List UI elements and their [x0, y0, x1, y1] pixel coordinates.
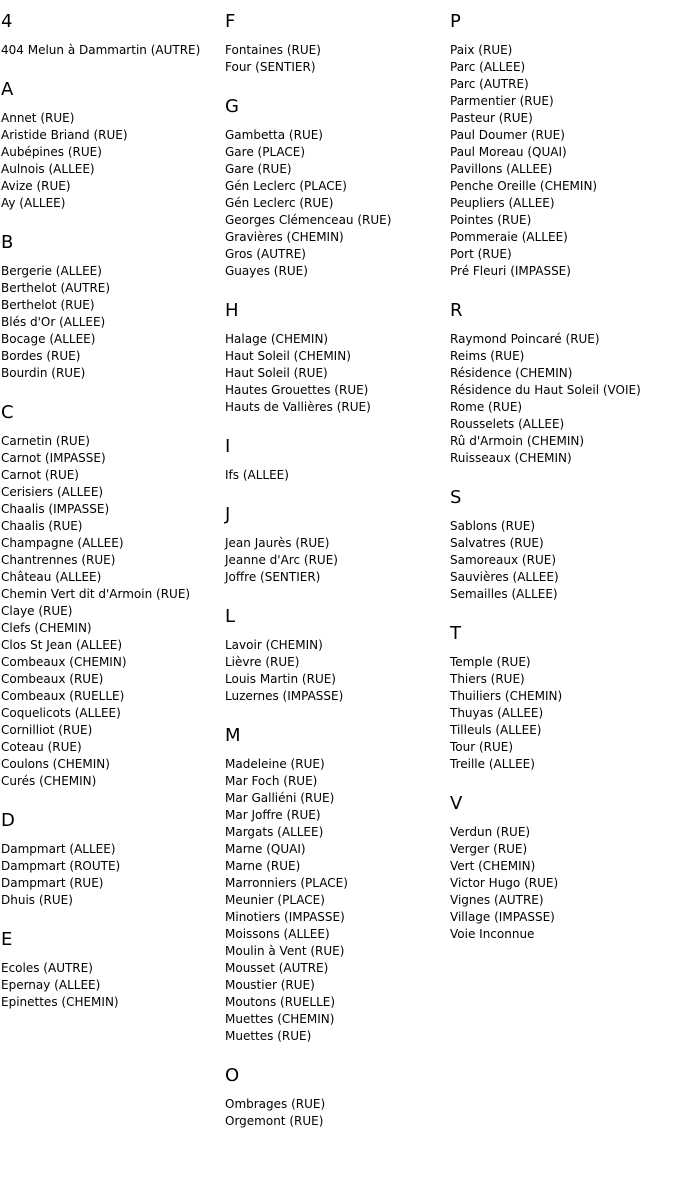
street-link[interactable]: Voie Inconnue: [450, 927, 535, 941]
letter-section: [450, 487, 672, 603]
street-link[interactable]: Avize (RUE): [1, 179, 71, 193]
letter-section: [225, 11, 447, 76]
street-link[interactable]: Moissons (ALLEE): [225, 927, 330, 941]
street-link[interactable]: Cerisiers (ALLEE): [1, 485, 104, 499]
street-link[interactable]: Gén Leclerc (RUE): [225, 196, 334, 210]
letter-section: [450, 793, 672, 943]
street-link[interactable]: Pavillons (ALLEE): [450, 162, 553, 176]
street-link[interactable]: Victor Hugo (RUE): [450, 876, 559, 890]
letter-section: [225, 725, 447, 1045]
street-link[interactable]: Ruisseaux (CHEMIN): [450, 451, 572, 465]
street-link[interactable]: Marne (QUAI): [225, 842, 306, 856]
street-link[interactable]: Ay (ALLEE): [1, 196, 66, 210]
section-letter-heading: G: [225, 96, 239, 117]
street-link[interactable]: Margats (ALLEE): [225, 825, 324, 839]
letter-section: [225, 96, 447, 280]
street-link[interactable]: Epinettes (CHEMIN): [1, 995, 119, 1009]
street-link[interactable]: Pasteur (RUE): [450, 111, 533, 125]
section-letter-heading: F: [225, 11, 236, 32]
street-link[interactable]: Bourdin (RUE): [1, 366, 86, 380]
street-link[interactable]: Carnot (IMPASSE): [1, 451, 106, 465]
street-list: [1, 110, 223, 212]
street-link[interactable]: Coquelicots (ALLEE): [1, 706, 121, 720]
section-letter-heading: A: [1, 79, 14, 100]
street-link[interactable]: Chaalis (IMPASSE): [1, 502, 110, 516]
letter-section: [225, 1065, 447, 1130]
street-link[interactable]: Parc (ALLEE): [450, 60, 526, 74]
street-link[interactable]: Gravières (CHEMIN): [225, 230, 344, 244]
street-link[interactable]: Gambetta (RUE): [225, 128, 323, 142]
street-link[interactable]: Blés d'Or (ALLEE): [1, 315, 106, 329]
street-link[interactable]: Clos St Jean (ALLEE): [1, 638, 123, 652]
section-letter-heading: B: [1, 232, 14, 253]
street-list: [450, 518, 672, 603]
letter-section: [1, 929, 223, 1011]
street-link[interactable]: Résidence (CHEMIN): [450, 366, 573, 380]
street-link[interactable]: Raymond Poincaré (RUE): [450, 332, 600, 346]
street-list: [1, 263, 223, 382]
street-link[interactable]: Paul Doumer (RUE): [450, 128, 565, 142]
section-letter-heading: S: [450, 487, 462, 508]
street-link[interactable]: Haut Soleil (CHEMIN): [225, 349, 351, 363]
street-link[interactable]: Rousselets (ALLEE): [450, 417, 565, 431]
letter-section: [225, 504, 447, 586]
street-link[interactable]: Rû d'Armoin (CHEMIN): [450, 434, 585, 448]
letter-section: [1, 810, 223, 909]
street-link[interactable]: Curés (CHEMIN): [1, 774, 97, 788]
street-link[interactable]: Paul Moreau (QUAI): [450, 145, 567, 159]
street-link[interactable]: Aubépines (RUE): [1, 145, 102, 159]
street-link[interactable]: Gros (AUTRE): [225, 247, 306, 261]
section-letter-heading: L: [225, 606, 236, 627]
street-link[interactable]: Chantrennes (RUE): [1, 553, 116, 567]
letter-section: [1, 11, 223, 59]
street-link[interactable]: Gén Leclerc (PLACE): [225, 179, 347, 193]
street-link[interactable]: Bergerie (ALLEE): [1, 264, 102, 278]
street-link[interactable]: Peupliers (ALLEE): [450, 196, 555, 210]
street-link[interactable]: Hautes Grouettes (RUE): [225, 383, 369, 397]
street-link[interactable]: Combeaux (RUE): [1, 672, 104, 686]
street-link[interactable]: Paix (RUE): [450, 43, 513, 57]
street-link[interactable]: Dampmart (ALLEE): [1, 842, 116, 856]
street-link[interactable]: Sablons (RUE): [450, 519, 536, 533]
street-list: [450, 331, 672, 467]
street-link[interactable]: Joffre (SENTIER): [225, 570, 321, 584]
street-link[interactable]: Mousset (AUTRE): [225, 961, 329, 975]
street-list: [225, 756, 447, 1045]
street-link[interactable]: Samoreaux (RUE): [450, 553, 556, 567]
street-link[interactable]: Tour (RUE): [450, 740, 514, 754]
section-letter-heading: M: [225, 725, 241, 746]
street-list: [225, 127, 447, 280]
street-link[interactable]: Tilleuls (ALLEE): [450, 723, 542, 737]
street-link[interactable]: Parc (AUTRE): [450, 77, 529, 91]
street-link[interactable]: Minotiers (IMPASSE): [225, 910, 345, 924]
street-link[interactable]: Marronniers (PLACE): [225, 876, 348, 890]
street-list: [450, 824, 672, 943]
index-column-2: [225, 0, 447, 1150]
street-link[interactable]: Thiers (RUE): [450, 672, 525, 686]
street-link[interactable]: Combeaux (CHEMIN): [1, 655, 127, 669]
street-link[interactable]: Rome (RUE): [450, 400, 523, 414]
street-link[interactable]: Fontaines (RUE): [225, 43, 321, 57]
street-list: [450, 654, 672, 773]
street-link[interactable]: Cornilliot (RUE): [1, 723, 93, 737]
street-list: [1, 841, 223, 909]
section-letter-heading: H: [225, 300, 239, 321]
street-link[interactable]: Pré Fleuri (IMPASSE): [450, 264, 571, 278]
street-link[interactable]: Ombrages (RUE): [225, 1097, 326, 1111]
section-letter-heading: E: [1, 929, 13, 950]
street-link[interactable]: Champagne (ALLEE): [1, 536, 124, 550]
street-link[interactable]: Muettes (CHEMIN): [225, 1012, 335, 1026]
street-link[interactable]: Marne (RUE): [225, 859, 301, 873]
street-link[interactable]: Hauts de Vallières (RUE): [225, 400, 371, 414]
street-link[interactable]: Reims (RUE): [450, 349, 525, 363]
street-link[interactable]: Château (ALLEE): [1, 570, 102, 584]
street-link[interactable]: Ifs (ALLEE): [225, 468, 289, 482]
letter-section: [225, 436, 447, 484]
street-link[interactable]: Mar Joffre (RUE): [225, 808, 321, 822]
street-link[interactable]: Verdun (RUE): [450, 825, 531, 839]
street-link[interactable]: Aulnois (ALLEE): [1, 162, 95, 176]
street-link[interactable]: Muettes (RUE): [225, 1029, 312, 1043]
street-list: [225, 1096, 447, 1130]
street-link[interactable]: Pommeraie (ALLEE): [450, 230, 568, 244]
section-letter-heading: D: [1, 810, 15, 831]
street-link[interactable]: Moutons (RUELLE): [225, 995, 336, 1009]
street-link[interactable]: Madeleine (RUE): [225, 757, 325, 771]
street-link[interactable]: Coulons (CHEMIN): [1, 757, 110, 771]
letter-section: [1, 79, 223, 212]
street-list: [225, 42, 447, 76]
street-link[interactable]: Dampmart (ROUTE): [1, 859, 121, 873]
street-link[interactable]: Dampmart (RUE): [1, 876, 104, 890]
street-link[interactable]: Temple (RUE): [450, 655, 531, 669]
street-list: [225, 331, 447, 416]
section-letter-heading: V: [450, 793, 463, 814]
street-link[interactable]: Georges Clémenceau (RUE): [225, 213, 392, 227]
street-link[interactable]: Moustier (RUE): [225, 978, 315, 992]
street-list: [1, 42, 223, 59]
street-link[interactable]: Chaalis (RUE): [1, 519, 83, 533]
street-link[interactable]: Carnot (RUE): [1, 468, 79, 482]
street-link[interactable]: Moulin à Vent (RUE): [225, 944, 345, 958]
street-link[interactable]: Claye (RUE): [1, 604, 73, 618]
section-letter-heading: P: [450, 11, 461, 32]
street-link[interactable]: Carnetin (RUE): [1, 434, 90, 448]
street-link[interactable]: Jean Jaurès (RUE): [225, 536, 330, 550]
street-link[interactable]: Aristide Briand (RUE): [1, 128, 128, 142]
street-link[interactable]: Clefs (CHEMIN): [1, 621, 92, 635]
street-link[interactable]: Lavoir (CHEMIN): [225, 638, 323, 652]
street-link[interactable]: Thuiliers (CHEMIN): [450, 689, 563, 703]
letter-section: [225, 300, 447, 416]
street-link[interactable]: Vignes (AUTRE): [450, 893, 544, 907]
street-link[interactable]: Semailles (ALLEE): [450, 587, 558, 601]
letter-section: [1, 402, 223, 790]
letter-section: [1, 232, 223, 382]
letter-section: [225, 606, 447, 705]
street-link[interactable]: Vert (CHEMIN): [450, 859, 536, 873]
street-link[interactable]: Coteau (RUE): [1, 740, 82, 754]
street-link[interactable]: Salvatres (RUE): [450, 536, 544, 550]
street-link[interactable]: Louis Martin (RUE): [225, 672, 336, 686]
street-link[interactable]: Verger (RUE): [450, 842, 528, 856]
letter-section: [450, 623, 672, 773]
street-link[interactable]: Village (IMPASSE): [450, 910, 555, 924]
street-link[interactable]: Luzernes (IMPASSE): [225, 689, 344, 703]
street-link[interactable]: Gare (RUE): [225, 162, 292, 176]
letter-section: [450, 300, 672, 467]
street-link[interactable]: Treille (ALLEE): [450, 757, 535, 771]
street-link[interactable]: Résidence du Haut Soleil (VOIE): [450, 383, 641, 397]
street-link[interactable]: Bocage (ALLEE): [1, 332, 96, 346]
street-link[interactable]: Ecoles (AUTRE): [1, 961, 93, 975]
street-link[interactable]: Bordes (RUE): [1, 349, 81, 363]
street-link[interactable]: Lièvre (RUE): [225, 655, 300, 669]
street-link[interactable]: Haut Soleil (RUE): [225, 366, 328, 380]
street-link[interactable]: Halage (CHEMIN): [225, 332, 329, 346]
index-column-3: [450, 0, 672, 963]
section-letter-heading: C: [1, 402, 14, 423]
section-letter-heading: I: [225, 436, 231, 457]
street-link[interactable]: Dhuis (RUE): [1, 893, 73, 907]
street-link[interactable]: Jeanne d'Arc (RUE): [225, 553, 338, 567]
section-letter-heading: J: [225, 504, 231, 525]
street-link[interactable]: Mar Foch (RUE): [225, 774, 318, 788]
street-link[interactable]: Combeaux (RUELLE): [1, 689, 125, 703]
street-link[interactable]: Berthelot (RUE): [1, 298, 95, 312]
street-link[interactable]: Parmentier (RUE): [450, 94, 554, 108]
street-link[interactable]: Pointes (RUE): [450, 213, 532, 227]
letter-section: [450, 11, 672, 280]
section-letter-heading: T: [450, 623, 461, 644]
index-column-1: [1, 0, 223, 1031]
street-link[interactable]: Epernay (ALLEE): [1, 978, 101, 992]
street-link[interactable]: Orgemont (RUE): [225, 1114, 324, 1128]
street-list: [225, 535, 447, 586]
street-link[interactable]: 404 Melun à Dammartin (AUTRE): [1, 43, 201, 57]
section-letter-heading: 4: [1, 11, 13, 32]
street-list: [450, 42, 672, 280]
street-link[interactable]: Penche Oreille (CHEMIN): [450, 179, 598, 193]
street-list: [225, 467, 447, 484]
street-link[interactable]: Sauvières (ALLEE): [450, 570, 559, 584]
street-link[interactable]: Chemin Vert dit d'Armoin (RUE): [1, 587, 191, 601]
street-link[interactable]: Annet (RUE): [1, 111, 75, 125]
street-link[interactable]: Thuyas (ALLEE): [450, 706, 544, 720]
street-list: [1, 960, 223, 1011]
street-link[interactable]: Guayes (RUE): [225, 264, 308, 278]
street-list: [225, 637, 447, 705]
street-link[interactable]: Berthelot (AUTRE): [1, 281, 111, 295]
section-letter-heading: O: [225, 1065, 240, 1086]
street-link[interactable]: Gare (PLACE): [225, 145, 306, 159]
street-link[interactable]: Meunier (PLACE): [225, 893, 325, 907]
section-letter-heading: R: [450, 300, 463, 321]
street-link[interactable]: Mar Galliéni (RUE): [225, 791, 335, 805]
street-link[interactable]: Four (SENTIER): [225, 60, 316, 74]
street-list: [1, 433, 223, 790]
street-link[interactable]: Port (RUE): [450, 247, 512, 261]
